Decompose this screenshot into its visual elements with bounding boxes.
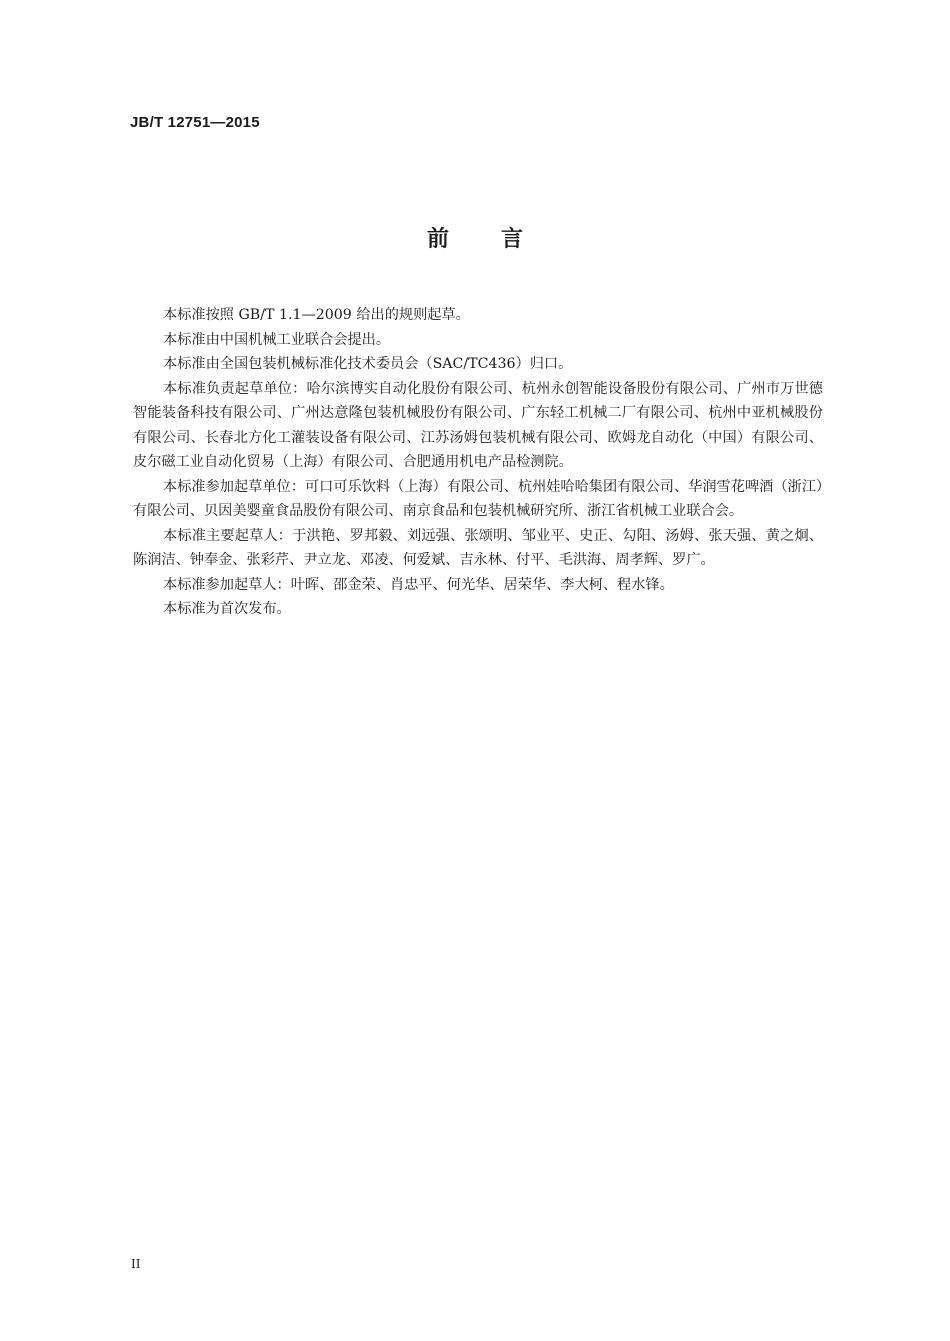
- standard-number: JB/T 12751—2015: [130, 114, 260, 131]
- paragraph-main-drafters: 本标准主要起草人：于洪艳、罗邦毅、刘远强、张颂明、邹业平、史正、勾阳、汤姆、张天强、黄之炯、陈润洁、钟奉金、张彩芹、尹立龙、邓凌、何爱斌、吉永林、付平、毛洪海、周孝辉、罗广。: [133, 527, 823, 568]
- paragraph-drafting-rules: 本标准按照 GB/T 1.1—2009 给出的规则起草。: [163, 307, 470, 323]
- paragraph-under-jurisdiction: 本标准由全国包装机械标准化技术委员会（SAC/TC436）归口。: [163, 356, 573, 372]
- foreword-body: [133, 303, 823, 622]
- paragraph-first-release: 本标准为首次发布。: [163, 601, 291, 617]
- paragraph-participating-drafting-units: 本标准参加起草单位：可口可乐饮料（上海）有限公司、杭州娃哈哈集团有限公司、华润雪花啤酒（浙江）有限公司、贝因美婴童食品股份有限公司、南京食品和包装机械研究所、浙江省机械工业联合会。: [133, 478, 823, 519]
- page-number: II: [131, 1257, 141, 1271]
- page-title: 前言: [426, 227, 575, 252]
- paragraph-participating-drafters: 本标准参加起草人：叶晖、邵金荣、肖忠平、何光华、居荣华、李大柯、程水锋。: [163, 576, 674, 593]
- paragraph-proposed-by: 本标准由中国机械工业联合会提出。: [163, 331, 391, 348]
- paragraph-responsible-drafting-units: 本标准负责起草单位：哈尔滨博实自动化股份有限公司、杭州永创智能设备股份有限公司、广州市万世德智能装备科技有限公司、广州达意隆包装机械股份有限公司、广东轻工机械二厂有限公司、杭州中亚机械股份有限公司、长春北方化工灌装设备有限公司、江苏汤姆包装机械有限公司、欧姆龙自动化（中国）有限公司、皮尔磁工业自动化贸易（上海）有限公司、合肥通用机电产品检测院。: [133, 380, 823, 470]
